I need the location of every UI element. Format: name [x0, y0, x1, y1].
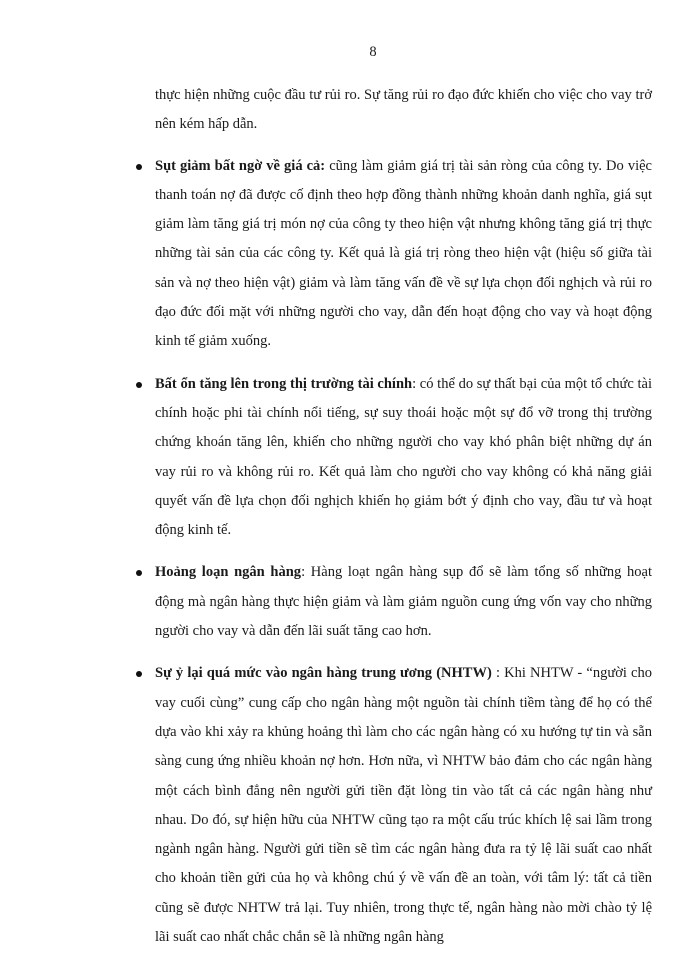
- bullet-title: Hoảng loạn ngân hàng: [155, 564, 302, 581]
- page-content: [155, 81, 652, 952]
- intro-paragraph: thực hiện những cuộc đầu tư rủi ro. Sự tăng rủi ro đạo đức khiến cho việc cho vay trở nên kém hấp dẫn.: [155, 87, 652, 133]
- bullet-title: Bất ổn tăng lên trong thị trường tài chính: [155, 375, 413, 392]
- bullet-title: Sự ỷ lại quá mức vào ngân hàng trung ương (NHTW): [155, 665, 492, 682]
- page-number: 8: [369, 44, 377, 60]
- bullet-list: [155, 152, 652, 953]
- bullet-paragraph: [155, 558, 652, 646]
- bullet-icon: [136, 382, 142, 388]
- bullet-icon: [136, 671, 142, 677]
- bullet-icon: [136, 164, 142, 170]
- bullet-paragraph: [155, 370, 652, 546]
- bullet-paragraph: [155, 659, 652, 952]
- list-item: [155, 558, 652, 646]
- bullet-paragraph: [155, 152, 652, 357]
- list-item: [155, 152, 652, 357]
- bullet-icon: [136, 570, 142, 576]
- bullet-title: Sụt giảm bất ngờ về giá cả:: [155, 157, 326, 174]
- list-item: [155, 370, 652, 546]
- list-item: [155, 659, 652, 952]
- bullet-text: : Khi NHTW - “người cho vay cuối cùng” cung cấp cho ngân hàng một nguồn tài chính tiềm tàng để họ có thể dựa vào khi xảy ra khủng hoảng thì làm cho các ngân hàng có xu hướng tự tin và sẵn sàng cung ứng nhiều khoản nợ hơn. Hơn nữa, vì NHTW bảo đảm cho các ngân hàng một cách bình đẳng nên người gửi tiền đặt lòng tin vào tất cả các ngân hàng như nhau. Do đó, sự hiện hữu của NHTW cũng tạo ra một cấu trúc khích lệ sai lầm trong ngành ngân hàng. Người gửi tiền sẽ tìm các ngân hàng đưa ra tỷ lệ lãi suất cao nhất cho khoản tiền gửi của họ và không chú ý về vấn đề an toàn, với tâm lý: tất cả tiền cũng sẽ được NHTW trả lại. Tuy nhiên, trong thực tế, ngân hàng nào mời chào tỷ lệ lãi suất cao nhất chắc chắn sẽ là những ngân hàng: [155, 665, 652, 946]
- bullet-text: : Hàng loạt ngân hàng sụp đổ sẽ làm tổng số những hoạt động mà ngân hàng thực hiện giảm và làm giảm nguồn cung ứng vốn vay cho những người cho vay và dẫn đến lãi suất tăng cao hơn.: [155, 564, 652, 640]
- bullet-text: cũng làm giảm giá trị tài sản ròng của công ty. Do việc thanh toán nợ đã được cố định theo hợp đồng thành những khoản danh nghĩa, giá sụt giảm làm tăng giá trị món nợ của công ty theo hiện vật nhưng không tăng giá trị thực những tài sản của các công ty. Kết quả là giá trị ròng theo hiện vật (hiệu số giữa tài sản và nợ theo hiện vật) giảm và làm tăng vấn đề về sự lựa chọn đối nghịch và rủi ro đạo đức đối mặt với những người cho vay, dẫn đến hoạt động cho vay và hoạt động kinh tế giảm xuống.: [155, 157, 652, 350]
- bullet-text: : có thể do sự thất bại của một tổ chức tài chính hoặc phi tài chính nổi tiếng, sự suy thoái hoặc một sự đổ vỡ trong thị trường chứng khoán tăng lên, khiến cho những người cho vay khó phân biệt những dự án vay rủi ro và không rủi ro. Kết quả làm cho người cho vay không có khả năng giải quyết vấn đề lựa chọn đối nghịch khiến họ giảm bớt ý định cho vay, đầu tư và hoạt động kinh tế.: [155, 375, 652, 539]
